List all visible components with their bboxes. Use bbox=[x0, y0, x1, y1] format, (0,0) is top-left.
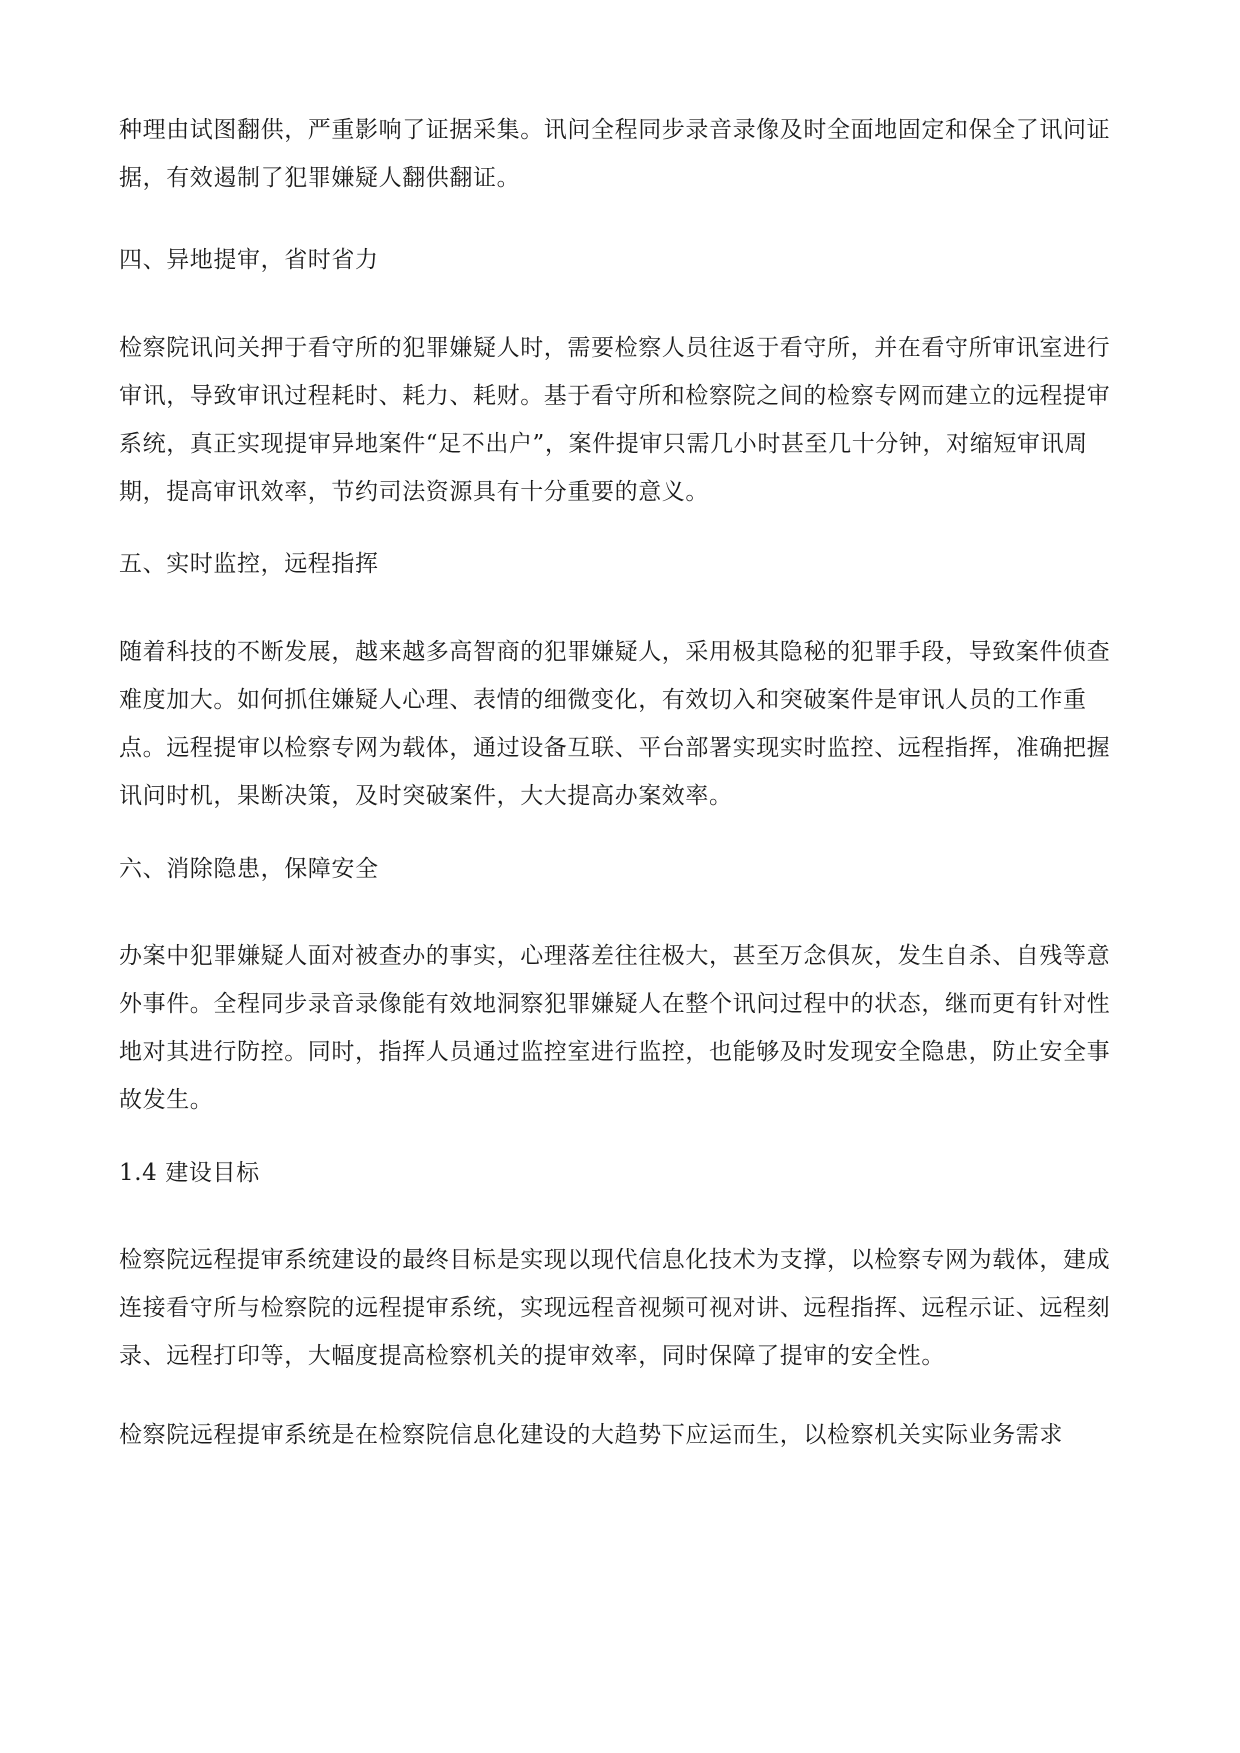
heading-construction-goals: 1.4 建设目标 bbox=[119, 1160, 260, 1186]
paragraph-construction-goals: 检察院远程提审系统建设的最终目标是实现以现代信息化技术为支撑，以检察专网为载体，建成连接看守所与检察院的远程提审系统，实现远程音视频可视对讲、远程指挥、远程示证、远程刻录、远程打印等，大幅度提高检察机关的提审效率，同时保障了提审的安全性。 bbox=[119, 1247, 1111, 1369]
heading-realtime-monitoring: 五、实时监控，远程指挥 bbox=[119, 551, 379, 577]
paragraph-remote-interrogation: 检察院讯问关押于看守所的犯罪嫌疑人时，需要检察人员往返于看守所，并在看守所审讯室进行审讯，导致审讯过程耗时、耗力、耗财。基于看守所和检察院之间的检察专网而建立的远程提审系统，真正实现提审异地案件“足不出户”，案件提审只需几小时甚至几十分钟，对缩短审讯周期，提高审讯效率，节约司法资源具有十分重要的意义。 bbox=[119, 335, 1111, 505]
heading-remote-interrogation: 四、异地提审，省时省力 bbox=[119, 247, 379, 273]
paragraph-safety: 办案中犯罪嫌疑人面对被查办的事实，心理落差往往极大，甚至万念俱灰，发生自杀、自残等意外事件。全程同步录音录像能有效地洞察犯罪嫌疑人在整个讯问过程中的状态，继而更有针对性地对其进行防控。同时，指挥人员通过监控室进行监控，也能够及时发现安全隐患，防止安全事故发生。 bbox=[119, 943, 1111, 1113]
paragraph-evidence-collection: 种理由试图翻供，严重影响了证据采集。讯问全程同步录音录像及时全面地固定和保全了讯问证据，有效遏制了犯罪嫌疑人翻供翻证。 bbox=[119, 117, 1111, 191]
heading-safety: 六、消除隐患，保障安全 bbox=[119, 856, 379, 882]
paragraph-system-origin: 检察院远程提审系统是在检察院信息化建设的大趋势下应运而生，以检察机关实际业务需求 bbox=[119, 1422, 1063, 1448]
paragraph-realtime-monitoring: 随着科技的不断发展，越来越多高智商的犯罪嫌疑人，采用极其隐秘的犯罪手段，导致案件侦查难度加大。如何抓住嫌疑人心理、表情的细微变化，有效切入和突破案件是审讯人员的工作重点。远程提审以检察专网为载体，通过设备互联、平台部署实现实时监控、远程指挥，准确把握讯问时机，果断决策，及时突破案件，大大提高办案效率。 bbox=[119, 639, 1111, 809]
